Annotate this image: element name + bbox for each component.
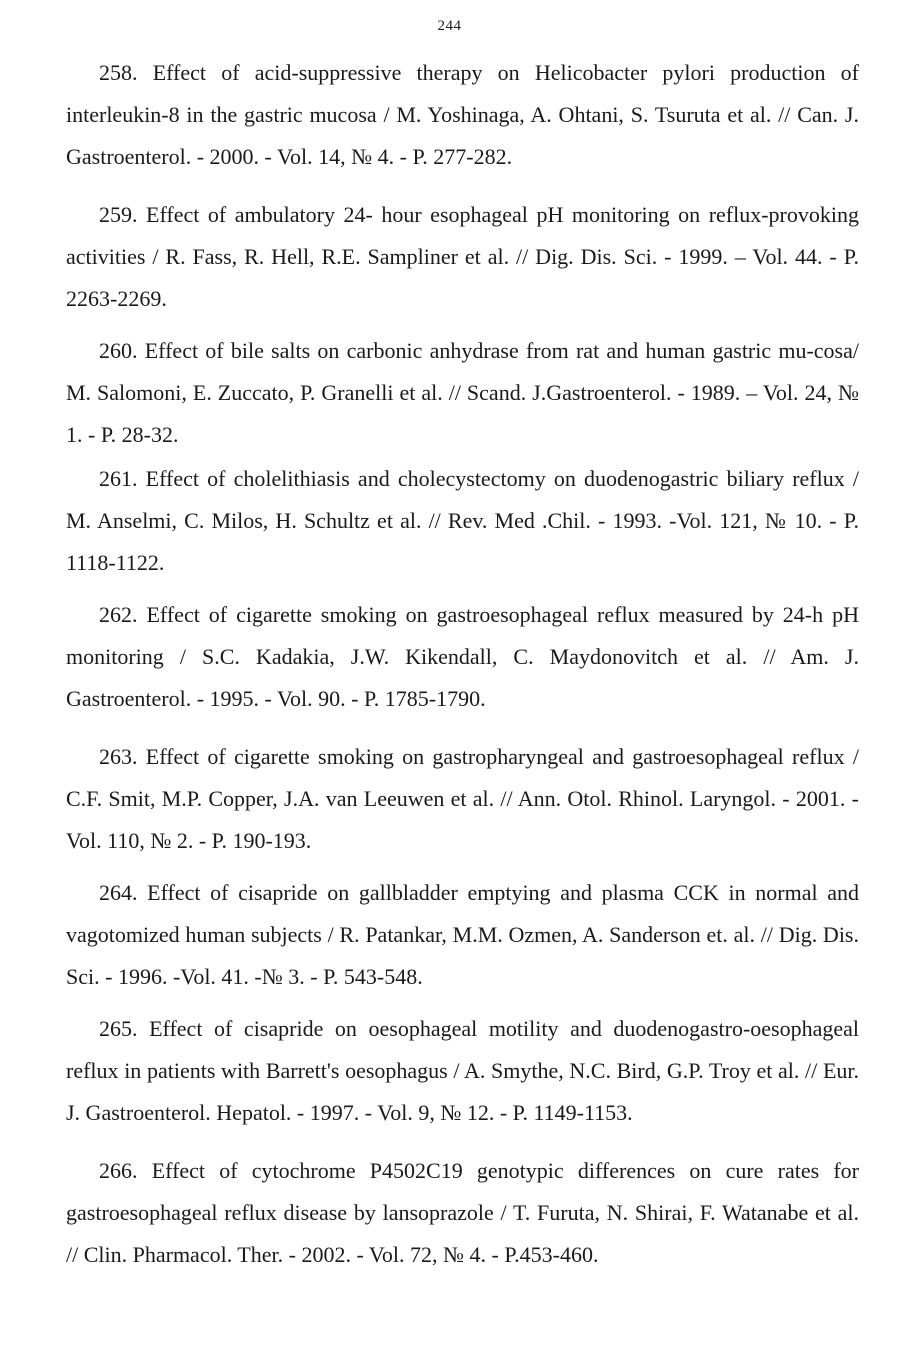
reference-number: 266. bbox=[99, 1158, 138, 1183]
reference-body: Effect of bile salts on carbonic anhydrase from rat and human gastric mu-cosa/ M. Salomoni, E. Zuccato, P. Granelli et al. // Scand. J.Gastroenterol. - 1989. – Vol. 24, № 1. - P. 28-32. bbox=[66, 338, 860, 447]
reference-item-265 bbox=[37, 1008, 859, 1134]
reference-number: 260. bbox=[99, 338, 138, 363]
reference-number: 258. bbox=[99, 60, 138, 85]
reference-text bbox=[37, 52, 859, 178]
reference-text bbox=[37, 458, 859, 584]
reference-body: Effect of ambulatory 24- hour esophageal pH monitoring on reflux-provoking activities / R. Fass, R. Hell, R.E. Sampliner et al. // Dig. Dis. Sci. - 1999. – Vol. 44. - P. 2263-2269. bbox=[66, 202, 859, 311]
reference-number: 265. bbox=[99, 1016, 138, 1041]
page-number: 244 bbox=[437, 18, 462, 34]
reference-text bbox=[37, 736, 859, 862]
reference-text bbox=[37, 1150, 859, 1276]
reference-text bbox=[37, 194, 859, 320]
reference-body: Effect of cisapride on gallbladder emptying and plasma CCK in normal and vagotomized human subjects / R. Patankar, M.M. Ozmen, A. Sanderson et. al. // Dig. Dis. Sci. - 1996. -Vol. 41. -№ 3. - P. 543-548. bbox=[66, 880, 859, 989]
reference-item-261 bbox=[37, 458, 859, 584]
reference-number: 259. bbox=[99, 202, 138, 227]
reference-body: Effect of cytochrome P4502C19 genotypic differences on cure rates for gastroesophageal reflux disease by lansoprazole / T. Furuta, N. Shirai, F. Watanabe et al. // Clin. Pharmacol. Ther. - 2002. - Vol. 72, № 4. - P.453-460. bbox=[66, 1158, 859, 1267]
reference-body: Effect of acid-suppressive therapy on Helicobacter pylori production of interleukin-8 in the gastric mucosa / M. Yoshinaga, A. Ohtani, S. Tsuruta et al. // Can. J. Gastroenterol. - 2000. - Vol. 14, № 4. - P. 277-282. bbox=[66, 60, 859, 169]
reference-item-258 bbox=[37, 52, 859, 178]
reference-text bbox=[37, 594, 859, 720]
reference-text bbox=[37, 330, 859, 456]
reference-number: 261. bbox=[99, 466, 138, 491]
reference-item-263 bbox=[37, 736, 859, 862]
reference-item-262 bbox=[37, 594, 859, 720]
reference-number: 262. bbox=[99, 602, 138, 627]
reference-text bbox=[37, 872, 859, 998]
reference-text bbox=[37, 1008, 859, 1134]
reference-number: 264. bbox=[99, 880, 138, 905]
reference-item-266 bbox=[37, 1150, 859, 1276]
reference-body: Effect of cigarette smoking on gastropharyngeal and gastroesophageal reflux / C.F. Smit, M.P. Copper, J.A. van Leeuwen et al. // Ann. Otol. Rhinol. Laryngol. - 2001. - Vol. 110, № 2. - P. 190-193. bbox=[66, 744, 859, 853]
reference-number: 263. bbox=[99, 744, 138, 769]
reference-body: Effect of cisapride on oesophageal motility and duodenogastro-oesophageal reflux in patients with Barrett's oesophagus / A. Smythe, N.C. Bird, G.P. Troy et al. // Eur. J. Gastroenterol. Hepatol. - 1997. - Vol. 9, № 12. - P. 1149-1153. bbox=[66, 1016, 860, 1125]
reference-list bbox=[37, 52, 859, 1276]
reference-body: Effect of cholelithiasis and cholecystectomy on duodenogastric biliary reflux / M. Anselmi, C. Milos, H. Schultz et al. // Rev. Med .Chil. - 1993. -Vol. 121, № 10. - P. 1118-1122. bbox=[66, 466, 860, 575]
reference-body: Effect of cigarette smoking on gastroesophageal reflux measured by 24-h pH monitoring / S.C. Kadakia, J.W. Kikendall, C. Maydonovitch et al. // Am. J. Gastroenterol. - 1995. - Vol. 90. - P. 1785-1790. bbox=[66, 602, 860, 711]
reference-item-260 bbox=[37, 330, 859, 456]
reference-item-264 bbox=[37, 872, 859, 998]
reference-item-259 bbox=[37, 194, 859, 320]
